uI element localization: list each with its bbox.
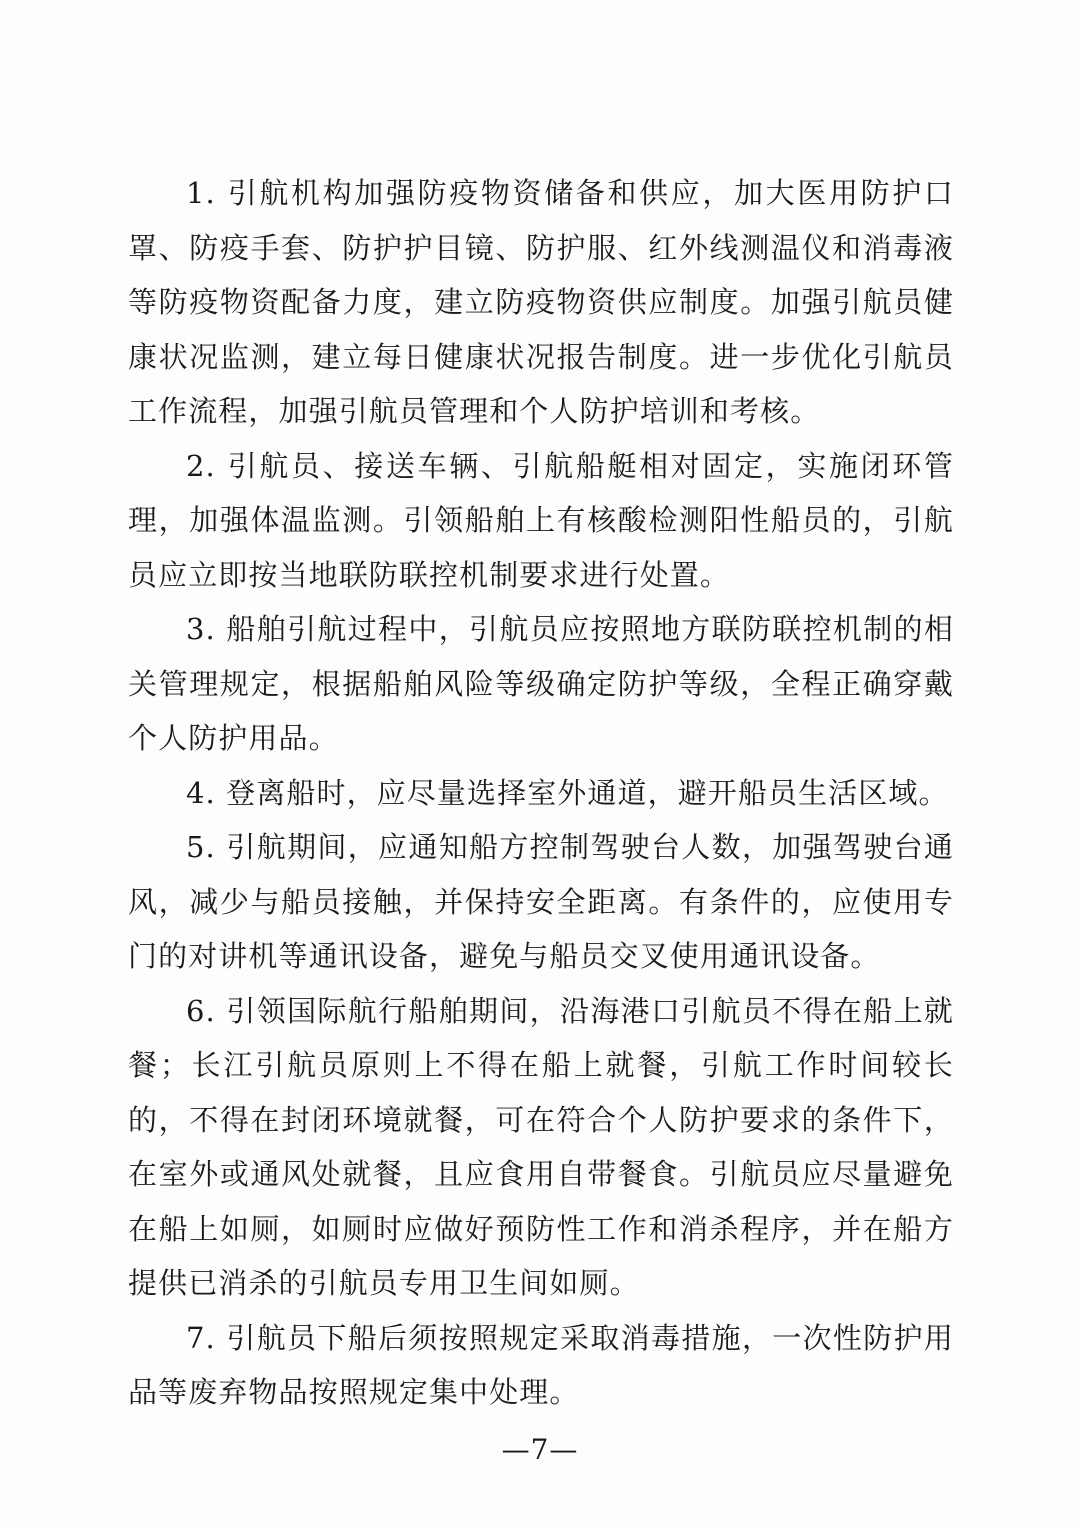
paragraph-5: 5. 引航期间，应通知船方控制驾驶台人数，加强驾驶台通风，减少与船员接触，并保持安全距离。有条件的，应使用专门的对讲机等通讯设备，避免与船员交叉使用通讯设备。 [128,830,954,973]
paragraph-7: 7. 引航员下船后须按照规定采取消毒措施，一次性防护用品等废弃物品按照规定集中处理。 [128,1320,954,1409]
paragraph-4: 4. 登离船时，应尽量选择室外通道，避开船员生活区域。 [186,775,949,810]
paragraph-1: 1. 引航机构加强防疫物资储备和供应，加大医用防护口罩、防疫手套、防护护目镜、防护服、红外线测温仪和消毒液等防疫物资配备力度，建立防疫物资供应制度。加强引航员健康状况监测，建立每日健康状况报告制度。进一步优化引航员工作流程，加强引航员管理和个人防护培训和考核。 [128,176,954,428]
paragraph-2: 2. 引航员、接送车辆、引航船艇相对固定，实施闭环管理，加强体温监测。引领船舶上有核酸检测阳性船员的，引航员应立即按当地联防联控机制要求进行处置。 [128,448,954,592]
paragraph-3: 3. 船舶引航过程中，引航员应按照地方联防联控机制的相关管理规定，根据船舶风险等级确定防护等级，全程正确穿戴个人防护用品。 [128,612,954,755]
page-number: —7— [501,1433,579,1466]
document-body [128,166,954,1420]
paragraph-6: 6. 引领国际航行船舶期间，沿海港口引航员不得在船上就餐；长江引航员原则上不得在船上就餐，引航工作时间较长的，不得在封闭环境就餐，可在符合个人防护要求的条件下，在室外或通风处就餐，且应食用自带餐食。引航员应尽量避免在船上如厕，如厕时应做好预防性工作和消杀程序，并在船方提供已消杀的引航员专用卫生间如厕。 [128,993,954,1300]
